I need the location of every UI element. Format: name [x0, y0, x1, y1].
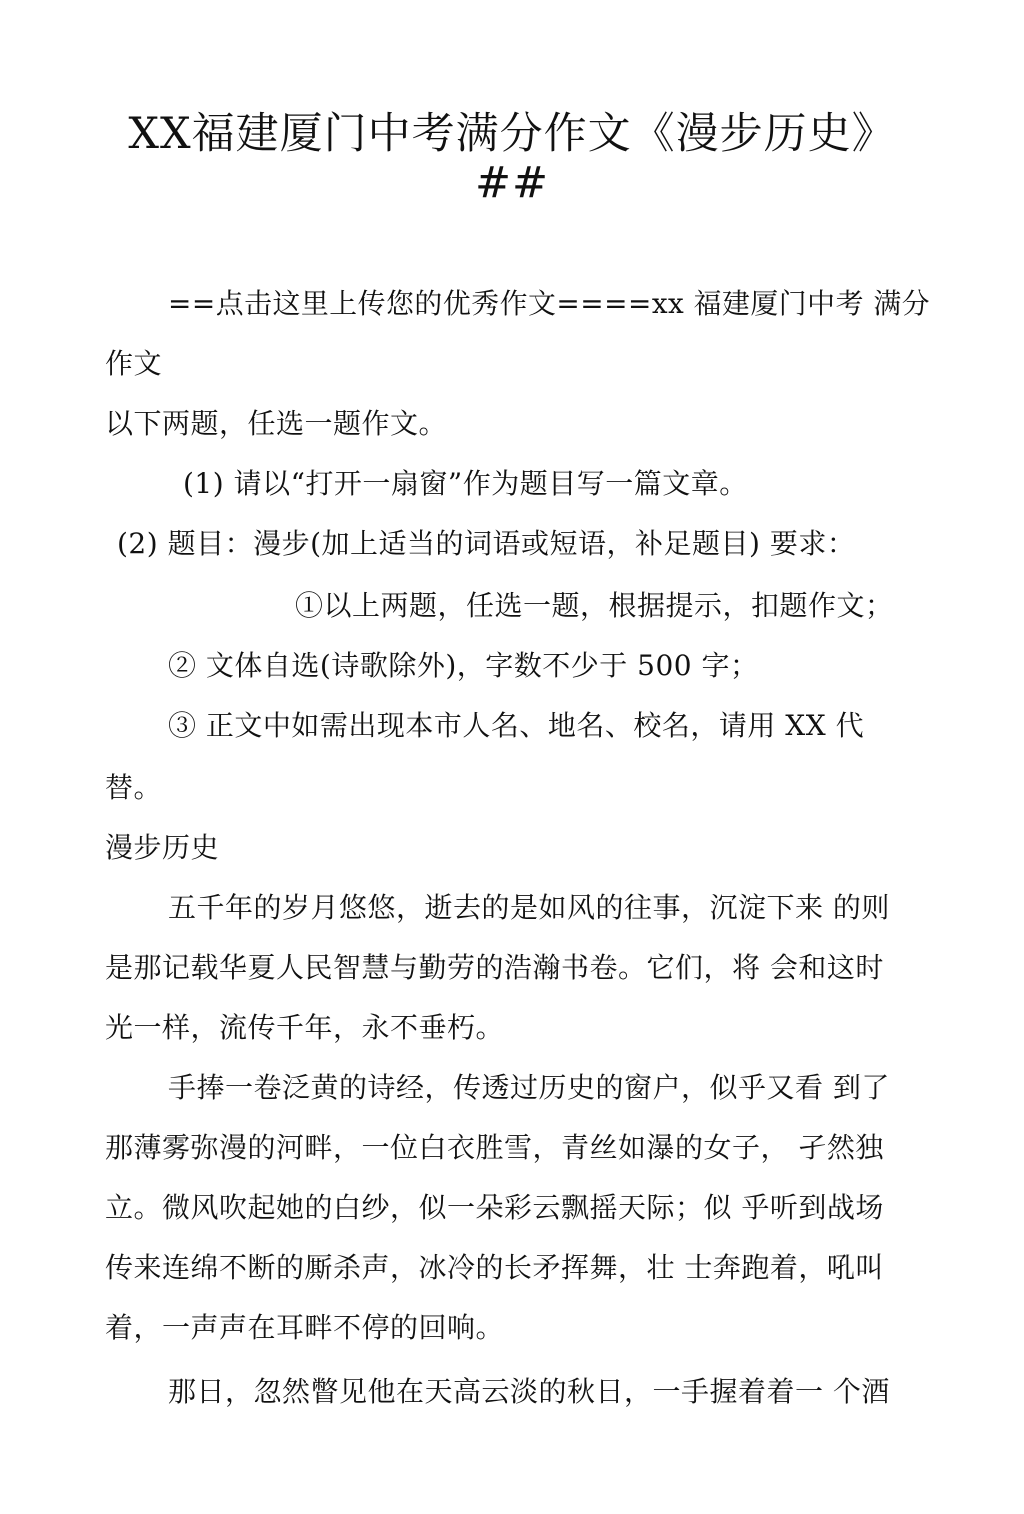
- paragraph-line: ② 文体自选(诗歌除外)，字数不少于 500 字；: [168, 649, 759, 682]
- paragraph-line: ==点击这里上传您的优秀作文====xx 福建厦门中考 满分: [168, 287, 931, 320]
- paragraph-line: ①以上两题，任选一题，根据提示，扣题作文；: [295, 589, 894, 622]
- paragraph-line: 立。微风吹起她的白纱，似一朵彩云飘摇天际；似 乎听到战场: [105, 1191, 884, 1224]
- paragraph-line: 那日，忽然瞥见他在天高云淡的秋日，一手握着着一 个酒: [168, 1375, 890, 1408]
- paragraph-line: ③ 正文中如需出现本市人名、地名、校名，请用 XX 代: [168, 709, 865, 742]
- paragraph-line: 着，一声声在耳畔不停的回响。: [105, 1311, 505, 1344]
- section-heading: 漫步历史: [105, 831, 220, 864]
- paragraph-line: 作文: [105, 347, 163, 380]
- paragraph-line: 替。: [105, 771, 163, 804]
- paragraph-line: 手捧一卷泛黄的诗经，传透过历史的窗户，似乎又看 到了: [168, 1071, 890, 1104]
- paragraph-line: 以下两题，任选一题作文。: [105, 407, 448, 440]
- paragraph-line: 传来连绵不断的厮杀声，冰冷的长矛挥舞，壮 士奔跑着，吼叫: [105, 1251, 884, 1284]
- paragraph-line: (1) 请以“打开一扇窗”作为题目写一篇文章。: [183, 467, 748, 500]
- paragraph-line: 光一样，流传千年，永不垂朽。: [105, 1011, 505, 1044]
- paragraph-line: (2) 题目：漫步(加上适当的词语或短语，补足题目) 要求：: [117, 527, 856, 560]
- paragraph-line: 五千年的岁月悠悠，逝去的是如风的往事，沉淀下来 的则: [168, 891, 890, 924]
- document-title-suffix: ##: [474, 158, 550, 208]
- paragraph-line: 是那记载华夏人民智慧与勤劳的浩瀚书卷。它们，将 会和这时: [105, 951, 884, 984]
- document-title: XX福建厦门中考满分作文《漫步历史》: [128, 109, 896, 159]
- paragraph-line: 那薄雾弥漫的河畔，一位白衣胜雪，青丝如瀑的女子， 孑然独: [105, 1131, 884, 1164]
